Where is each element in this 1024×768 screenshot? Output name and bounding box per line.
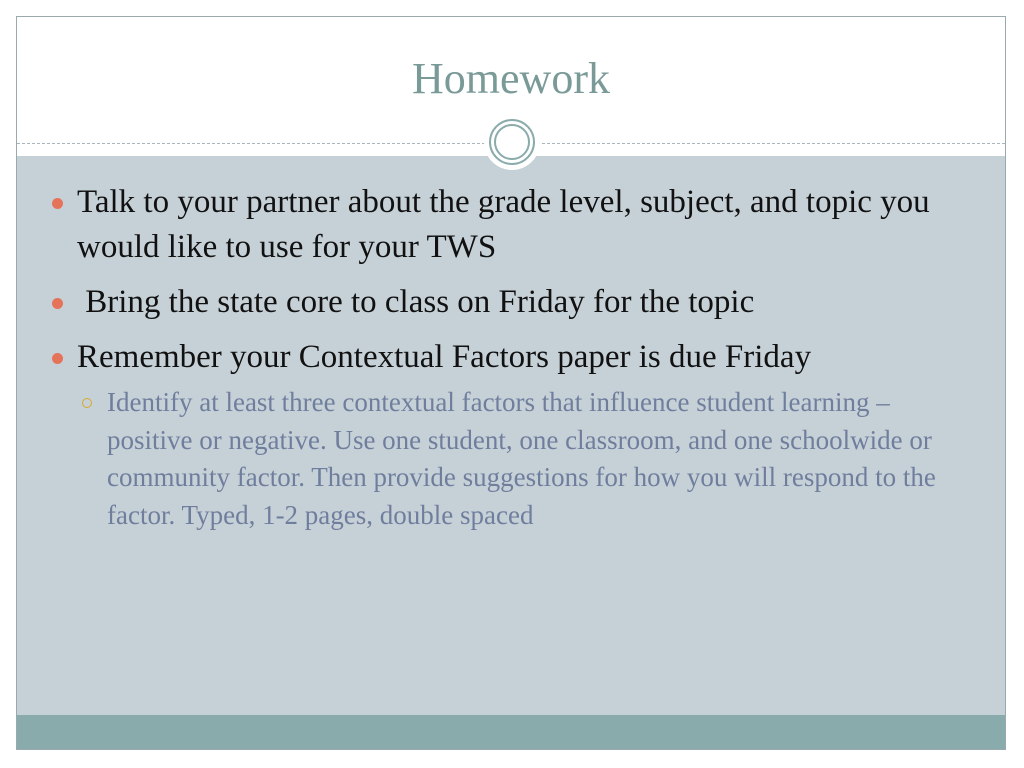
bullet-item xyxy=(47,180,967,270)
sub-bullet-text: Identify at least three contextual factors that influence student learning – positive or negative. Use one student, one classroom, and one schoolwide or community factor. Then provide suggestions for how you will respond to the factor. Typed, 1-2 pages, double spaced xyxy=(107,387,936,530)
divider-ornament-inner-ring xyxy=(494,124,530,160)
slide-title: Homework xyxy=(412,54,610,103)
bullet-marker-icon xyxy=(52,198,63,209)
bullet-marker-icon xyxy=(52,298,63,309)
bullet-text: Remember your Contextual Factors paper is due Friday xyxy=(77,339,812,375)
bullet-item xyxy=(47,280,967,325)
slide xyxy=(16,16,1006,750)
sub-bullet-item xyxy=(47,384,967,534)
bullet-text: Talk to your partner about the grade level, subject, and topic you would like to use for your TWS xyxy=(77,184,930,265)
bullet-list xyxy=(47,180,967,544)
sub-bullet-list xyxy=(77,384,967,534)
sub-bullet-marker-icon xyxy=(82,398,92,408)
bullet-item xyxy=(47,335,967,534)
bullet-text: Bring the state core to class on Friday for the topic xyxy=(77,284,755,320)
bullet-marker-icon xyxy=(52,353,63,364)
footer-band xyxy=(17,715,1005,750)
